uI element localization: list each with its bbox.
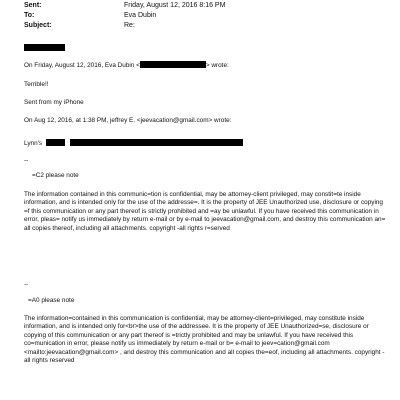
encoded-note-2: =A0 please note (28, 297, 75, 304)
lynn-line (24, 139, 243, 148)
quote-line-1 (24, 61, 229, 70)
quote-line-1-start: On Friday, August 12, 2016, Eva Dubin < (24, 62, 140, 69)
quote-line-2: On Aug 12, 2016, at 1:38 PM, jeffrey E. <jeevacation@gmail.com> wrote: (24, 117, 232, 124)
subject-label: Subject: (24, 22, 52, 29)
sent-value: Friday, August 12, 2016 8:16 PM (124, 2, 226, 9)
redaction-block (24, 44, 65, 51)
separator-2: -- (24, 281, 29, 288)
reply-text: Terrible!! (24, 81, 49, 88)
sent-label: Sent: (24, 2, 42, 9)
disclaimer-paragraph-1: The information contained in this communic=tion is confidential, may be attorney-client privileged, may constit=te inside information, and is intended only for the use of the addresse=. It is the property of JEE Unauthorized use, disclosure or copying =f this communication or any part thereof is strictly prohibited and =ay be unlawful. If you have received this communication in error, pleas= notify us immediately by return e-mail or by e-mail to jeevacation@gmail.com, and destroy this communication an= all copies thereof, including all attachments. copyright -all rights r=served (24, 191, 386, 232)
disclaimer-paragraph-2: The information=contained in this communication is confidential, may be attorney-client=privileged, may constitute inside information, and is intended only for<br>the use of the addressee. It is the property of JEE Unauthorized=se, disclosure or copying of this communication or any part thereof is =trictly prohibited and may be unlawful. If you have received this co=munication in error, please notify us immediately by return e-mail or b= e-mail to jeev=cation@gmail.com <mailto:jeevacation@gmail.com> , and destroy this communication and all copies the=eof, including all attachments. copyright -all rights reserved (24, 315, 385, 365)
redaction-block (46, 139, 65, 146)
redaction-block (140, 61, 206, 68)
encoded-note-1: =C2 please note (32, 172, 79, 179)
to-value: Eva Dubin (124, 12, 157, 19)
quote-line-1-end: > wrote: (205, 62, 229, 69)
lynn-prefix: Lynn's (24, 140, 43, 147)
signature-text: Sent from my iPhone (24, 99, 84, 106)
to-label: To: (24, 12, 35, 19)
subject-value: Re: (124, 22, 135, 29)
redaction-block (70, 139, 243, 146)
separator-1: -- (24, 157, 29, 164)
